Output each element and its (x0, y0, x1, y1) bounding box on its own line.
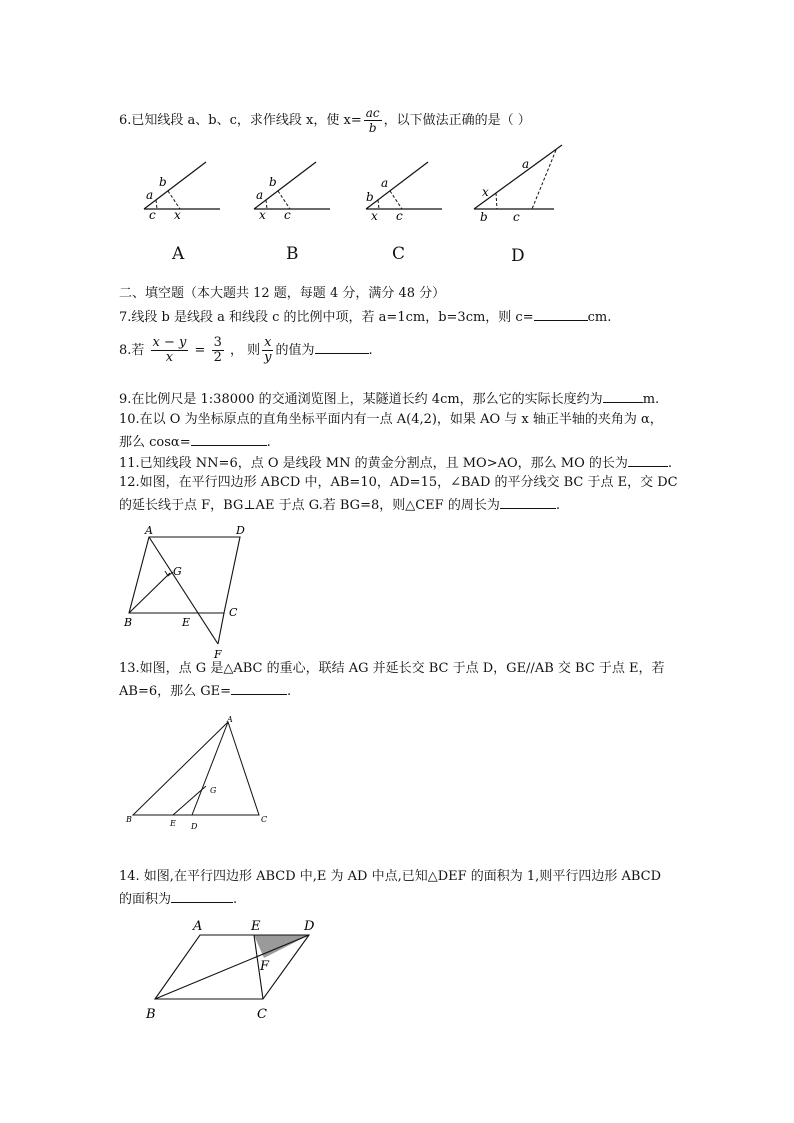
q11-answer-blank[interactable] (628, 454, 668, 467)
q6-figure-c (362, 158, 452, 223)
q9-answer-blank[interactable] (603, 390, 643, 403)
q7-answer-blank[interactable] (534, 308, 588, 321)
q14-label-f: F (260, 959, 270, 974)
q6-fraction: $\frac{ac}{b}$ (365, 106, 380, 135)
q12-line2: 的延长线于点 F，BG⊥AE 于点 G.若 BG=8，则△CEF 的周长为 . (119, 498, 560, 513)
q6-option-b: B (286, 244, 299, 264)
q13-label-e: E (170, 819, 176, 828)
q13-label-a: A (227, 715, 233, 724)
q12-label-b: B (124, 616, 133, 629)
q14-line1: 14. 如图,在平行四边形 ABCD 中,E 为 AD 中点,已知△DEF 的面积为 1,则平行四边形 ABCD (119, 869, 662, 884)
q14-label-d: D (304, 919, 315, 934)
q8-text: 8.若 $\frac{x - y}{x}$ = $\frac{3}{2}$ ， 则 $\frac{x}{y}$ 的值为 . (119, 335, 373, 365)
q10-answer-blank[interactable] (191, 433, 267, 446)
q6-figa-label-c: c (149, 208, 156, 222)
q10-line2: 那么 cosα= . (119, 435, 271, 450)
q12-label-f: F (214, 648, 222, 661)
q8-answer-blank[interactable] (315, 341, 369, 354)
q12-label-d: D (236, 524, 245, 537)
q13-label-g: G (210, 786, 217, 795)
q6-figure-d (470, 142, 570, 222)
q11-text: 11.已知线段 NN=6，点 O 是线段 MN 的黄金分割点，且 MO>AO，那么 MO 的长为 . (119, 456, 673, 471)
q13-line2: AB=6，那么 GE= . (119, 684, 292, 699)
q6-figd-label-c: c (513, 210, 520, 224)
q13-label-d: D (191, 822, 198, 831)
q12-answer-blank[interactable] (500, 496, 556, 509)
q6-figd-label-a: a (522, 157, 530, 171)
q6-figc-label-b: b (366, 190, 374, 204)
q6-figd-label-x: x (482, 185, 489, 199)
q6-figb-label-a: a (256, 188, 264, 202)
q8-fraction-2: $\frac{3}{2}$ (213, 335, 222, 365)
q9-text: 9.在比例尺是 1:38000 的交通浏览图上，某隧道长约 4cm，那么它的实际长度约为 m. (119, 392, 660, 407)
q14-label-e: E (251, 919, 261, 934)
q13-answer-blank[interactable] (231, 682, 287, 695)
q12-label-g: G (173, 565, 182, 578)
q6-figd-label-b: b (480, 210, 488, 224)
q6-figb-label-b: b (269, 175, 277, 189)
q12-label-a: A (145, 524, 153, 537)
q6-figc-label-a: a (381, 176, 389, 190)
q6-figa-label-b: b (159, 175, 167, 189)
q6-figb-label-c: c (284, 208, 291, 222)
q6-option-d: D (511, 246, 525, 266)
q6-figure-a (140, 158, 230, 222)
q12-line1: 12.如图，在平行四边形 ABCD 中，AB=10，AD=15，∠BAD 的平分线交 BC 于点 E，交 DC (119, 475, 678, 490)
q8-fraction-3: $\frac{x}{y}$ (264, 335, 272, 365)
q6-prefix: 6.已知线段 a、b、c，求作线段 x，使 x= (119, 113, 362, 128)
q6-option-c: C (392, 244, 406, 264)
q14-label-b: B (146, 1007, 156, 1022)
q6-figa-label-a: a (146, 188, 154, 202)
q6-option-a: A (172, 244, 185, 264)
q14-line2: 的面积为 . (119, 892, 238, 907)
q6-figc-label-c: c (396, 209, 403, 223)
q6-text (119, 106, 531, 135)
q12-label-e: E (182, 616, 191, 629)
q14-label-a: A (193, 919, 203, 934)
q13-figure (124, 714, 274, 834)
q10-line1: 10.在以 O 为坐标原点的直角坐标平面内有一点 A(4,2)，如果 AO 与 x 轴正半轴的夹角为 α， (119, 412, 663, 427)
q12-figure (118, 522, 278, 662)
q6-suffix: ，以下做法正确的是（ ） (383, 113, 531, 128)
q14-answer-blank[interactable] (171, 890, 233, 903)
q13-label-c: C (261, 815, 268, 824)
section-heading: 二、填空题（本大题共 12 题，每题 4 分，满分 48 分） (119, 286, 446, 301)
q14-figure (140, 914, 340, 1026)
q7-text: 7.线段 b 是线段 a 和线段 c 的比例中项，若 a=1cm，b=3cm，则 c= cm. (119, 310, 612, 325)
q13-line1: 13.如图，点 G 是△ABC 的重心，联结 AG 并延长交 BC 于点 D，GE//AB 交 BC 于点 E，若 (119, 661, 665, 676)
q8-fraction-1: $\frac{x - y}{x}$ (152, 335, 187, 365)
q6-figb-label-x: x (259, 208, 266, 222)
q12-label-c: C (229, 606, 238, 619)
q6-figure-b (250, 158, 340, 222)
q14-label-c: C (257, 1007, 267, 1022)
q6-figa-label-x: x (174, 208, 181, 222)
q13-label-b: B (126, 815, 132, 824)
q6-figc-label-x: x (371, 209, 378, 223)
